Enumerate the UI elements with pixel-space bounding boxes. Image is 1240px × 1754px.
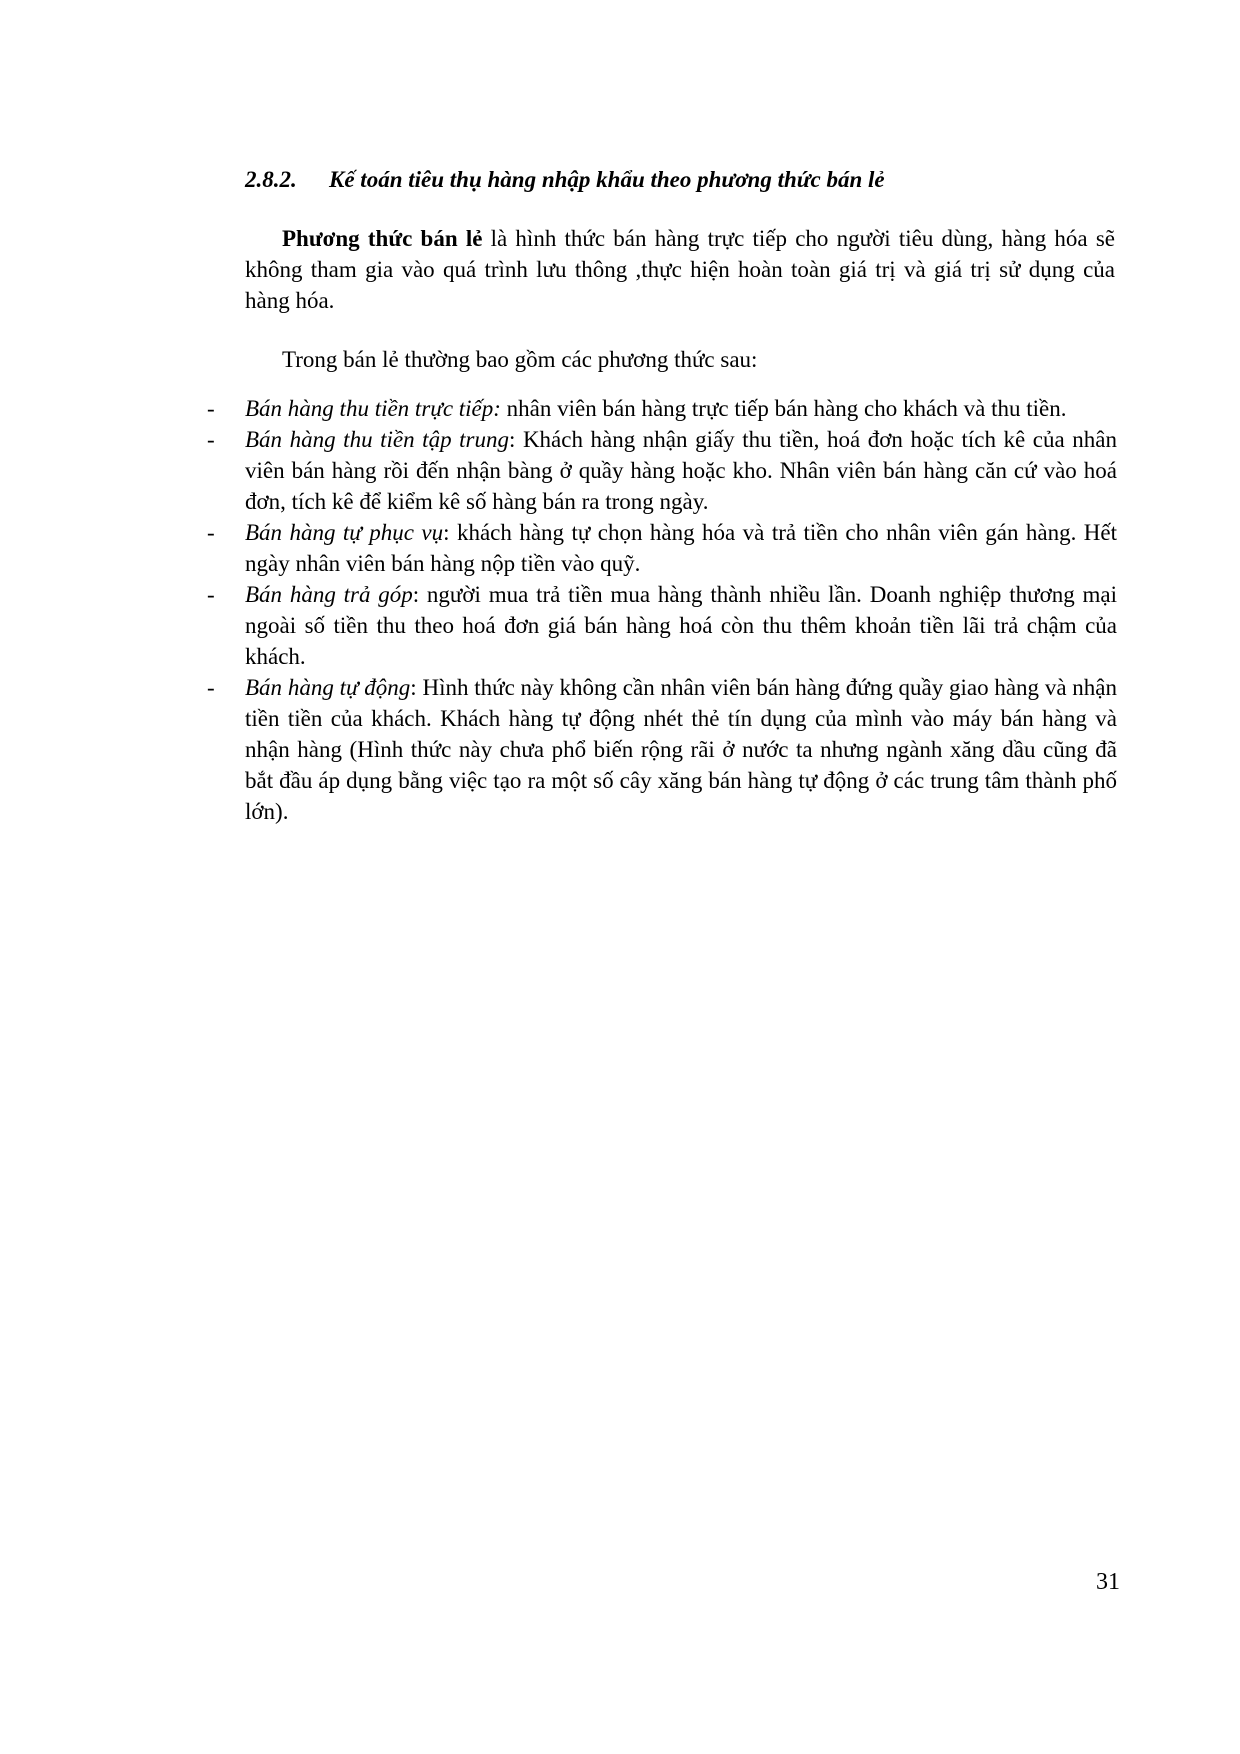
bullet-text: : Hình thức này không cần nhân viên bán hàng đứng quầy giao hàng và nhận tiền tiền của khách. Khách hàng tự động nhét thẻ tín dụng của mình vào máy bán hàng và nhận hàng (Hình thức này chưa phổ biến rộng rãi ở nước ta nhưng ngành xăng dầu cũng đã bắt đầu áp dụng bằng việc tạo ra một số cây xăng bán hàng tự động ở các trung tâm thành phố lớn).: [245, 675, 1118, 824]
bullet-text: : khách hàng tự chọn hàng hóa và trả tiền cho nhân viên gán hàng. Hết ngày nhân viên bán hàng nộp tiền vào quỹ.: [245, 520, 1117, 576]
bullet-term: Bán hàng thu tiền trực tiếp:: [245, 396, 501, 421]
intro-paragraph: [245, 223, 1115, 316]
lead-paragraph: Trong bán lẻ thường bao gồm các phương thức sau:: [282, 347, 758, 372]
list-item: [207, 672, 1117, 827]
intro-term: Phương thức bán lẻ: [282, 226, 483, 251]
bullet-term: Bán hàng tự phục vụ: [245, 520, 444, 545]
bullet-dash: -: [207, 582, 215, 607]
section-heading: [245, 165, 1145, 195]
bullet-term: Bán hàng tự động: [245, 675, 411, 700]
bullet-dash: -: [207, 675, 215, 700]
bullet-term: Bán hàng trả góp: [245, 582, 413, 607]
list-item: [207, 393, 1117, 424]
list-item: [207, 424, 1117, 517]
bullet-dash: -: [207, 396, 215, 421]
list-item: [207, 579, 1117, 672]
bullet-dash: -: [207, 427, 215, 452]
section-number: 2.8.2.: [245, 167, 297, 192]
list-item: [207, 517, 1117, 579]
bullet-text: : Khách hàng nhận giấy thu tiền, hoá đơn hoặc tích kê của nhân viên bán hàng rồi đến nhận bàng ở quầy hàng hoặc kho. Nhân viên bán hàng căn cứ vào hoá đơn, tích kê để kiểm kê số hàng bán ra trong ngày.: [245, 427, 1117, 514]
bullet-text: nhân viên bán hàng trực tiếp bán hàng cho khách và thu tiền.: [500, 396, 1067, 421]
section-title: Kế toán tiêu thụ hàng nhập khẩu theo phương thức bán lẻ: [329, 167, 885, 192]
bullet-dash: -: [207, 520, 215, 545]
page-number: 31: [1096, 1569, 1120, 1595]
retail-methods-list: [207, 393, 1117, 827]
bullet-text: : người mua trả tiền mua hàng thành nhiều lần. Doanh nghiệp thương mại ngoài số tiền thu theo hoá đơn giá bán hàng hoá còn thu thêm khoản tiền lãi trả chậm của khách.: [245, 582, 1118, 669]
bullet-term: Bán hàng thu tiền tập trung: [245, 427, 509, 452]
intro-text: là hình thức bán hàng trực tiếp cho người tiêu dùng, hàng hóa sẽ không tham gia vào quá trình lưu thông ,thực hiện hoàn toàn giá trị và giá trị sử dụng của hàng hóa.: [245, 226, 1115, 313]
